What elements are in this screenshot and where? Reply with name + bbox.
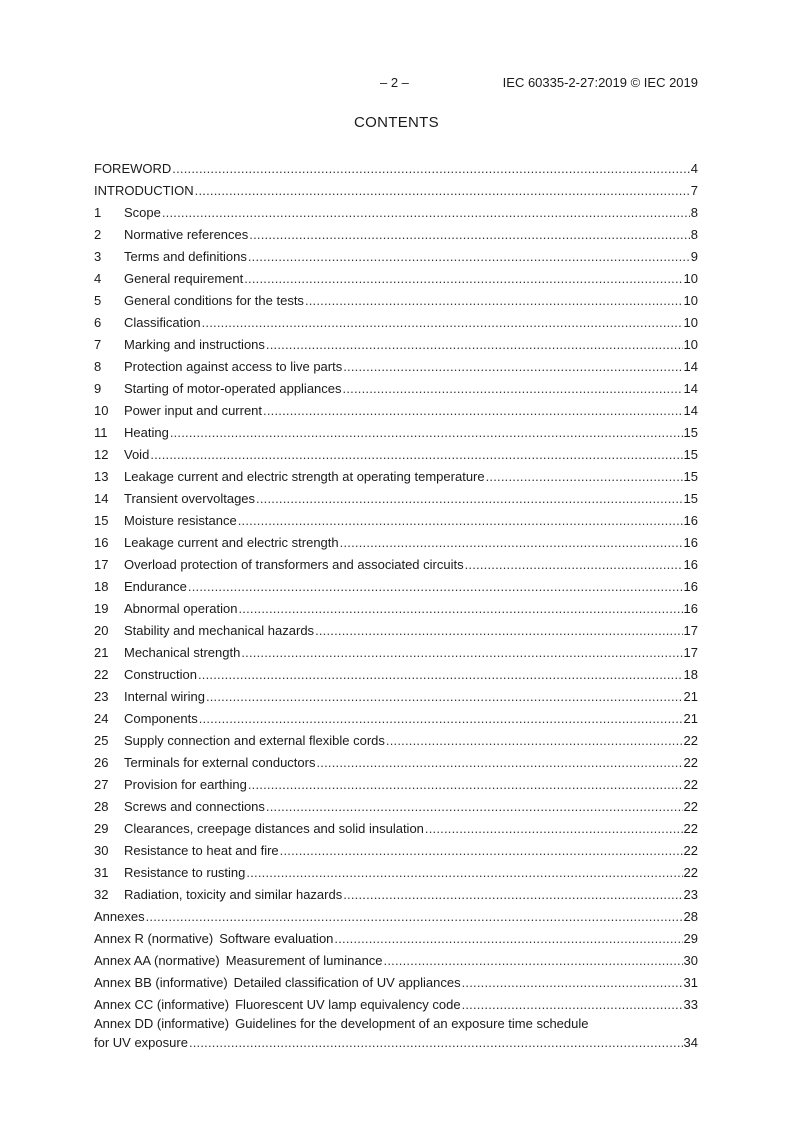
toc-entry-page: 8 xyxy=(690,205,698,220)
dot-leader xyxy=(315,623,682,639)
toc-entry-page: 21 xyxy=(683,689,698,704)
toc-clause-7[interactable] xyxy=(94,331,698,353)
toc-entry-page: 22 xyxy=(683,777,698,792)
toc-entry-label: Power input and current xyxy=(124,403,263,418)
page-title: CONTENTS xyxy=(354,114,439,131)
clause-number: 21 xyxy=(94,645,109,660)
toc-entry-page: 10 xyxy=(683,271,698,286)
annex-title: Detailed classification of UV appliances xyxy=(233,975,461,990)
toc-clause-10[interactable] xyxy=(94,397,698,419)
toc-entry-page: 28 xyxy=(683,909,698,924)
toc-clause-27[interactable] xyxy=(94,771,698,793)
toc-annex-r[interactable] xyxy=(94,925,698,947)
toc-entry-label: Marking and instructions xyxy=(124,337,265,352)
annex-designation: Annex AA (normative) xyxy=(94,953,220,968)
toc-entry-page: 4 xyxy=(690,161,698,176)
clause-number: 22 xyxy=(94,667,109,682)
toc-clause-9[interactable] xyxy=(94,375,698,397)
toc-entry-page: 10 xyxy=(683,293,698,308)
toc-entry-label: General conditions for the tests xyxy=(124,293,304,308)
toc-entry-page: 29 xyxy=(683,931,698,946)
annex-title-line1: Guidelines for the development of an exposure time schedule xyxy=(235,1016,589,1031)
toc-entry-label: Components xyxy=(124,711,198,726)
toc-entry-page: 15 xyxy=(683,469,698,484)
clause-number: 25 xyxy=(94,733,109,748)
toc-entry-label: Starting of motor-operated appliances xyxy=(124,381,342,396)
toc-clause-25[interactable] xyxy=(94,727,698,749)
toc-entry-label: Leakage current and electric strength xyxy=(124,535,339,550)
toc-clause-19[interactable] xyxy=(94,595,698,617)
toc-entry-page: 22 xyxy=(683,733,698,748)
dot-leader xyxy=(343,887,682,903)
toc-clause-12[interactable] xyxy=(94,441,698,463)
toc-entry-page: 15 xyxy=(683,425,698,440)
dot-leader xyxy=(244,271,682,287)
annex-designation: Annex BB (informative) xyxy=(94,975,228,990)
toc-clause-23[interactable] xyxy=(94,683,698,705)
toc-entry-page: 7 xyxy=(690,183,698,198)
toc-entry-label: Classification xyxy=(124,315,201,330)
toc-entry-label: Void xyxy=(124,447,150,462)
annex-title-line2: for UV exposure xyxy=(94,1035,188,1050)
clause-number: 32 xyxy=(94,887,109,902)
annex-designation: Annex DD (informative) xyxy=(94,1016,230,1031)
clause-number: 9 xyxy=(94,381,102,396)
clause-number: 17 xyxy=(94,557,109,572)
toc-entry-page: 10 xyxy=(683,315,698,330)
dot-leader xyxy=(150,447,682,463)
toc-clause-28[interactable] xyxy=(94,793,698,815)
toc-clause-15[interactable] xyxy=(94,507,698,529)
toc-clause-20[interactable] xyxy=(94,617,698,639)
dot-leader xyxy=(465,557,683,573)
toc-clause-2[interactable] xyxy=(94,221,698,243)
toc-entry-label xyxy=(94,997,461,1013)
dot-leader xyxy=(266,337,683,353)
dot-leader xyxy=(170,425,683,441)
toc-entry-page: 30 xyxy=(683,953,698,968)
clause-number: 20 xyxy=(94,623,109,638)
page-header xyxy=(94,75,698,93)
clause-number: 10 xyxy=(94,403,109,418)
toc-clause-3[interactable] xyxy=(94,243,698,265)
toc-annexes[interactable] xyxy=(94,903,698,925)
toc-entry-label: Terminals for external conductors xyxy=(124,755,316,770)
clause-number: 30 xyxy=(94,843,109,858)
dot-leader xyxy=(384,953,683,969)
toc-clause-22[interactable] xyxy=(94,661,698,683)
toc-entry-page: 14 xyxy=(683,381,698,396)
dot-leader xyxy=(199,711,683,727)
toc-entry-page: 22 xyxy=(683,755,698,770)
toc-entry-page: 34 xyxy=(683,1035,698,1050)
toc-entry-label: Abnormal operation xyxy=(124,601,238,616)
toc-clause-13[interactable] xyxy=(94,463,698,485)
toc-entry-page: 22 xyxy=(683,843,698,858)
clause-number: 29 xyxy=(94,821,109,836)
clause-number: 3 xyxy=(94,249,102,264)
toc-entry-label: Normative references xyxy=(124,227,249,242)
dot-leader xyxy=(248,777,683,793)
toc-entry-introduction[interactable] xyxy=(94,177,698,199)
dot-leader xyxy=(248,249,690,265)
toc-entry-label: Leakage current and electric strength at operating temperature xyxy=(124,469,485,484)
toc-entry-label: Terms and definitions xyxy=(124,249,247,264)
toc-entry-page: 33 xyxy=(683,997,698,1012)
clause-number: 11 xyxy=(94,425,108,440)
toc-clause-4[interactable] xyxy=(94,265,698,287)
toc-entry-label: Heating xyxy=(124,425,169,440)
clause-number: 27 xyxy=(94,777,109,792)
dot-leader xyxy=(238,513,683,529)
toc-entry-label: Provision for earthing xyxy=(124,777,247,792)
toc-entry-foreword[interactable] xyxy=(94,155,698,177)
clause-number: 18 xyxy=(94,579,109,594)
annex-title: Fluorescent UV lamp equivalency code xyxy=(235,997,461,1012)
clause-number: 6 xyxy=(94,315,102,330)
toc-entry-label: Radiation, toxicity and similar hazards xyxy=(124,887,343,902)
dot-leader xyxy=(386,733,683,749)
dot-leader xyxy=(343,381,683,397)
clause-number: 7 xyxy=(94,337,102,352)
toc-entry-label xyxy=(94,953,383,969)
dot-leader xyxy=(316,755,682,771)
toc-clause-31[interactable] xyxy=(94,859,698,881)
toc-annex-aa[interactable] xyxy=(94,947,698,969)
toc-entry-page: 14 xyxy=(683,359,698,374)
toc-clause-29[interactable] xyxy=(94,815,698,837)
annex-title: Measurement of luminance xyxy=(225,953,383,968)
toc-clause-5[interactable] xyxy=(94,287,698,309)
toc-entry-label: Scope xyxy=(124,205,161,220)
toc-entry-page: 14 xyxy=(683,403,698,418)
toc-annex-dd[interactable] xyxy=(94,1016,698,1051)
dot-leader xyxy=(238,601,682,617)
dot-leader xyxy=(280,843,683,859)
toc-entry-page: 17 xyxy=(683,623,698,638)
toc-clause-24[interactable] xyxy=(94,705,698,727)
standard-reference: IEC 60335-2-27:2019 © IEC 2019 xyxy=(502,75,698,90)
toc-entry-label: Internal wiring xyxy=(124,689,205,704)
toc-entry-label: Protection against access to live parts xyxy=(124,359,343,374)
clause-number: 15 xyxy=(94,513,109,528)
toc-clause-16[interactable] xyxy=(94,529,698,551)
toc-clause-1[interactable] xyxy=(94,199,698,221)
toc-entry-label: General requirement xyxy=(124,271,244,286)
dot-leader xyxy=(305,293,683,309)
toc-clause-8[interactable] xyxy=(94,353,698,375)
dot-leader xyxy=(249,227,689,243)
annex-designation: Annex CC (informative) xyxy=(94,997,230,1012)
toc-annex-cc[interactable] xyxy=(94,991,698,1013)
dot-leader xyxy=(195,183,690,199)
toc-entry-page: 16 xyxy=(683,601,698,616)
toc-entry-page: 15 xyxy=(683,447,698,462)
dot-leader xyxy=(146,909,683,925)
toc-entry-label: Annexes xyxy=(94,909,145,924)
toc-entry-label: Endurance xyxy=(124,579,187,594)
annex-title: Software evaluation xyxy=(219,931,334,946)
dot-leader xyxy=(462,975,683,991)
toc-entry-page: 8 xyxy=(690,227,698,242)
dot-leader xyxy=(462,997,683,1013)
clause-number: 16 xyxy=(94,535,109,550)
toc-entry-label: Clearances, creepage distances and solid insulation xyxy=(124,821,424,836)
dot-leader xyxy=(162,205,690,221)
toc-entry-page: 17 xyxy=(683,645,698,660)
clause-number: 31 xyxy=(94,865,109,880)
annex-dd-second-line xyxy=(94,1033,698,1051)
toc-clause-18[interactable] xyxy=(94,573,698,595)
dot-leader xyxy=(172,161,689,177)
toc-entry-label: Resistance to rusting xyxy=(124,865,246,880)
clause-number: 23 xyxy=(94,689,109,704)
clause-number: 24 xyxy=(94,711,109,726)
toc-clause-30[interactable] xyxy=(94,837,698,859)
toc-entry-page: 16 xyxy=(683,579,698,594)
dot-leader xyxy=(266,799,683,815)
toc-clause-14[interactable] xyxy=(94,485,698,507)
toc-annex-bb[interactable] xyxy=(94,969,698,991)
dot-leader xyxy=(263,403,683,419)
dot-leader xyxy=(189,1035,683,1051)
toc-entry-page: 22 xyxy=(683,865,698,880)
toc-entry-page: 16 xyxy=(683,535,698,550)
toc-entry-label: INTRODUCTION xyxy=(94,183,194,198)
toc-entry-label: Transient overvoltages xyxy=(124,491,256,506)
annex-designation: Annex R (normative) xyxy=(94,931,214,946)
clause-number: 2 xyxy=(94,227,102,242)
dot-leader xyxy=(486,469,683,485)
dot-leader xyxy=(425,821,683,837)
toc-entry-label: Moisture resistance xyxy=(124,513,237,528)
toc-entry-label: Stability and mechanical hazards xyxy=(124,623,315,638)
clause-number: 4 xyxy=(94,271,102,286)
dot-leader xyxy=(241,645,682,661)
toc-entry-page: 16 xyxy=(683,557,698,572)
toc-entry-label: Construction xyxy=(124,667,197,682)
dot-leader xyxy=(334,931,682,947)
clause-number: 1 xyxy=(94,205,102,220)
toc-entry-page: 9 xyxy=(690,249,698,264)
toc-entry-label: Supply connection and external flexible cords xyxy=(124,733,385,748)
table-of-contents xyxy=(94,155,698,1051)
toc-entry-page: 16 xyxy=(683,513,698,528)
annex-dd-first-line xyxy=(94,1016,698,1033)
toc-entry-page: 15 xyxy=(683,491,698,506)
toc-entry-page: 31 xyxy=(683,975,698,990)
clause-number: 14 xyxy=(94,491,109,506)
dot-leader xyxy=(188,579,683,595)
clause-number: 8 xyxy=(94,359,102,374)
toc-entry-page: 22 xyxy=(683,799,698,814)
toc-clause-32[interactable] xyxy=(94,881,698,903)
toc-entry-label: Mechanical strength xyxy=(124,645,241,660)
toc-clause-17[interactable] xyxy=(94,551,698,573)
toc-clause-21[interactable] xyxy=(94,639,698,661)
toc-entry-label: Resistance to heat and fire xyxy=(124,843,279,858)
dot-leader xyxy=(202,315,683,331)
clause-number: 13 xyxy=(94,469,109,484)
page-number: – 2 – xyxy=(380,75,409,90)
clause-number: 5 xyxy=(94,293,102,308)
clause-number: 28 xyxy=(94,799,109,814)
toc-entry-label xyxy=(94,931,333,947)
toc-entry-label: Screws and connections xyxy=(124,799,265,814)
dot-leader xyxy=(256,491,683,507)
toc-entry-page: 10 xyxy=(683,337,698,352)
toc-entry-page: 22 xyxy=(683,821,698,836)
clause-number: 26 xyxy=(94,755,109,770)
toc-entry-page: 23 xyxy=(683,887,698,902)
toc-entry-label: Overload protection of transformers and associated circuits xyxy=(124,557,464,572)
dot-leader xyxy=(198,667,683,683)
clause-number: 19 xyxy=(94,601,109,616)
dot-leader xyxy=(206,689,683,705)
toc-entry-label xyxy=(94,975,461,991)
dot-leader xyxy=(343,359,682,375)
dot-leader xyxy=(246,865,682,881)
toc-entry-label: FOREWORD xyxy=(94,161,172,176)
clause-number: 12 xyxy=(94,447,109,462)
toc-clause-6[interactable] xyxy=(94,309,698,331)
dot-leader xyxy=(340,535,683,551)
toc-entry-page: 21 xyxy=(683,711,698,726)
toc-entry-page: 18 xyxy=(683,667,698,682)
toc-clause-26[interactable] xyxy=(94,749,698,771)
toc-clause-11[interactable] xyxy=(94,419,698,441)
